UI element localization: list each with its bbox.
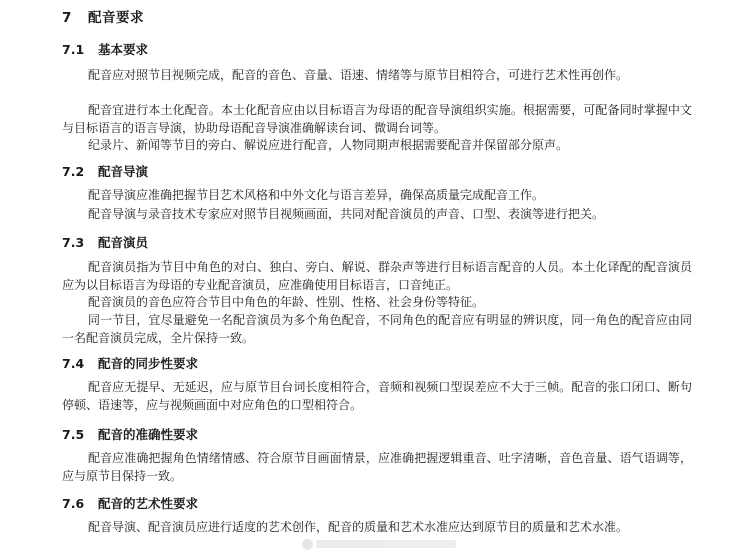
paragraph: 配音导演应准确把握节目艺术风格和中外文化与语言差异，确保高质量完成配音工作。 [88,188,545,202]
paragraph: 配音导演与录音技术专家应对照节目视频画面，共同对配音演员的声音、口型、表演等进行把关。 [88,207,605,221]
paragraph: 配音应准确把握角色情绪情感、符合原节目画面情景，应准确把握逻辑重音、吐字清晰，音色音量、语气语调等，应与原节目保持一致。 [62,451,692,483]
watermark-logo-icon [302,539,313,550]
subsection-number: 7.1 [62,42,85,57]
paragraph: 配音宜进行本土化配音。本土化配音应由以目标语言为母语的配音导演组织实施。根据需要，可配备同时掌握中文与目标语言的语言导演，协助母语配音导演准确解读台词、微调台词等。 [62,103,692,135]
subsection-title: 配音导演 [98,164,149,179]
paragraph: 配音导演、配音演员应进行适度的艺术创作，配音的质量和艺术水准应达到原节目的质量和艺术水准。 [88,520,629,534]
subsection-heading-7-6 [62,494,198,512]
section-number: 7 [62,10,72,26]
watermark [302,537,462,551]
subsection-title: 配音的同步性要求 [98,356,199,371]
subsection-number: 7.5 [62,427,85,442]
paragraph: 纪录片、新闻等节目的旁白、解说应进行配音，人物同期声根据需要配音并保留部分原声。 [88,138,569,152]
paragraph: 配音演员指为节目中角色的对白、独白、旁白、解说、群杂声等进行目标语言配音的人员。本土化译配的配音演员应为以目标语言为母语的专业配音演员，应准确使用目标语言，口音纯正。 [62,260,692,292]
subsection-heading-7-3 [62,233,148,251]
subsection-number: 7.2 [62,164,85,179]
paragraph: 配音演员的音色应符合节目中角色的年龄、性别、性格、社会身份等特征。 [88,295,485,309]
watermark-mark [316,540,456,548]
subsection-heading-7-4 [62,354,198,372]
subsection-heading-7-2 [62,162,148,180]
subsection-title: 基本要求 [98,42,149,57]
subsection-heading-7-5 [62,425,198,443]
subsection-number: 7.3 [62,235,85,250]
section-title: 配音要求 [88,10,144,26]
subsection-number: 7.4 [62,356,85,371]
subsection-number: 7.6 [62,496,85,511]
paragraph: 同一节目，宜尽量避免一名配音演员为多个角色配音，不同角色的配音应有明显的辨识度，同一角色的配音应由同一名配音演员完成，全片保持一致。 [62,313,692,345]
subsection-heading-7-1 [62,40,148,58]
paragraph: 配音应无提早、无延迟，应与原节目台词长度相符合，音频和视频口型误差应不大于三帧。配音的张口闭口、断句停顿、语速等，应与视频画面中对应角色的口型相符合。 [62,380,692,412]
subsection-title: 配音的艺术性要求 [98,496,199,511]
subsection-title: 配音演员 [98,235,149,250]
section-heading [62,6,144,26]
paragraph: 配音应对照节目视频完成，配音的音色、音量、语速、情绪等与原节目相符合，可进行艺术性再创作。 [88,68,629,82]
subsection-title: 配音的准确性要求 [98,427,199,442]
